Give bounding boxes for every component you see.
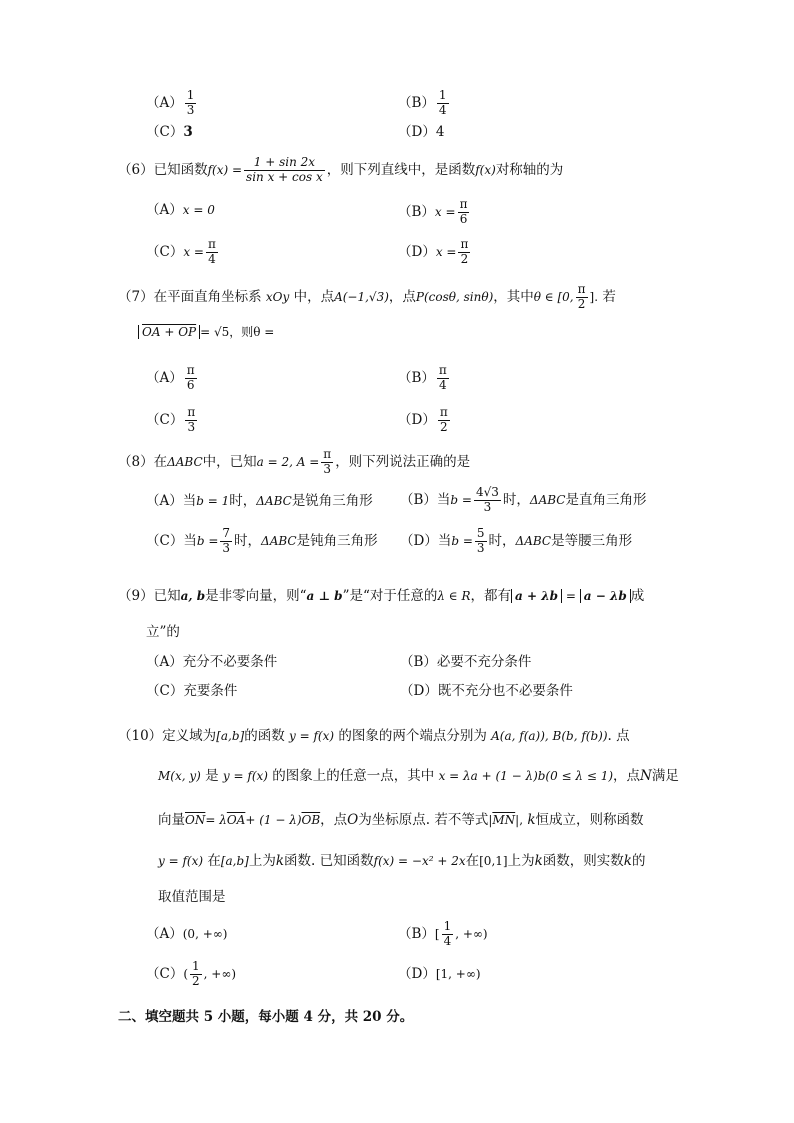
q6-option-a: （A）x = 0: [146, 202, 215, 218]
q9-option-a: （A）充分不必要条件: [146, 654, 278, 670]
q8-option-c: （C）当b = $\frac{7}{3}$ 时，ΔABC是钝角三角形: [146, 526, 378, 555]
q10-option-b: （B）[ $\frac{1}{4}$ , +∞): [398, 919, 488, 948]
q10-line3: 向量$\overline{ON}= \lambda\overline{OA}+ (1 - \lambda)\overline{OB}$，点O为坐标原点. 若不等式$|\overline{MN}|$, k恒成立，则称函数: [158, 812, 644, 828]
q6-stem: （6）已知函数f(x) = $\frac{1 + \sin 2x}{\text{sin x + cos x}}$ ，则下列直线中，是函数f(x)对称轴的为: [118, 155, 564, 184]
q7-option-a: （A） $\frac{\pi}{6}$: [146, 363, 195, 392]
q6-option-b: （B）x = $\frac{\pi}{6}$: [398, 197, 468, 226]
q10-line2: M(x, y) 是 y = f(x) 的图象上的任意一点，其中 x = λa + (1 − λ)b(0 ≤ λ ≤ 1)，点N满足: [158, 768, 679, 784]
q9-option-d: （D）既不充分也不必要条件: [400, 683, 573, 699]
q7-option-c: （C） $\frac{\pi}{3}$: [146, 405, 196, 434]
q7-stem-line2: OA + OP = √5，则θ =: [138, 326, 274, 340]
section-heading-fill-in: 二、填空题共 5 小题，每小题 4 分，共 20 分。: [118, 1009, 414, 1025]
q8-stem: （8）在ΔABC中，已知a = 2, A = $\frac{\pi}{3}$ ，则下列说法正确的是: [118, 447, 471, 476]
q10-line1: （10）定义域为[a,b]的函数 y = f(x) 的图象的两个端点分别为 A(a, f(a)), B(b, f(b)). 点: [118, 728, 630, 744]
q9-stem-line2: 立”的: [146, 624, 180, 640]
q9-stem: （9）已知a, b是非零向量，则“a ⊥ b”是“对于任意的λ ∈ R，都有 a + λb = a − λb 成: [118, 588, 645, 604]
q10-option-d: （D）[1, +∞): [398, 966, 481, 982]
q7-option-d: （D） $\frac{\pi}{2}$: [398, 405, 448, 434]
q6-option-d: （D）x = $\frac{\pi}{2}$: [398, 237, 469, 266]
q5-option-a: （A） $\frac{1}{3}$: [146, 88, 195, 117]
q10-option-c: （C）( $\frac{1}{2}$ , +∞): [146, 959, 237, 988]
q8-option-b: （B）当b = $\frac{4√3}{3}$ 时，ΔABC是直角三角形: [400, 485, 647, 514]
q6-option-c: （C）x = $\frac{\pi}{4}$: [146, 237, 216, 266]
q5-option-b: （B） $\frac{1}{4}$: [398, 88, 447, 117]
q8-option-a: （A）当b = 1时，ΔABC是锐角三角形: [146, 493, 373, 509]
q10-line4: y = f(x) 在[a,b]上为k函数. 已知函数f(x) = −x² + 2x在[0,1]上为k函数，则实数k的: [158, 853, 646, 869]
q9-option-c: （C）充要条件: [146, 683, 238, 699]
q8-option-d: （D）当b = $\frac{5}{3}$ 时，ΔABC是等腰三角形: [400, 526, 633, 555]
q7-option-b: （B） $\frac{\pi}{4}$: [398, 363, 447, 392]
q5-option-d: （D）4: [398, 124, 445, 140]
q9-option-b: （B）必要不充分条件: [400, 654, 532, 670]
q7-stem: （7）在平面直角坐标系 xOy 中，点A(−1,√3)，点P(cosθ, sinθ)，其中θ ∈ [0, $\frac{\pi}{2}$ ]. 若: [118, 282, 616, 311]
q5-option-c: （C）3: [146, 124, 193, 140]
q10-option-a: （A）(0, +∞): [146, 926, 228, 942]
q10-line5: 取值范围是: [158, 889, 226, 905]
